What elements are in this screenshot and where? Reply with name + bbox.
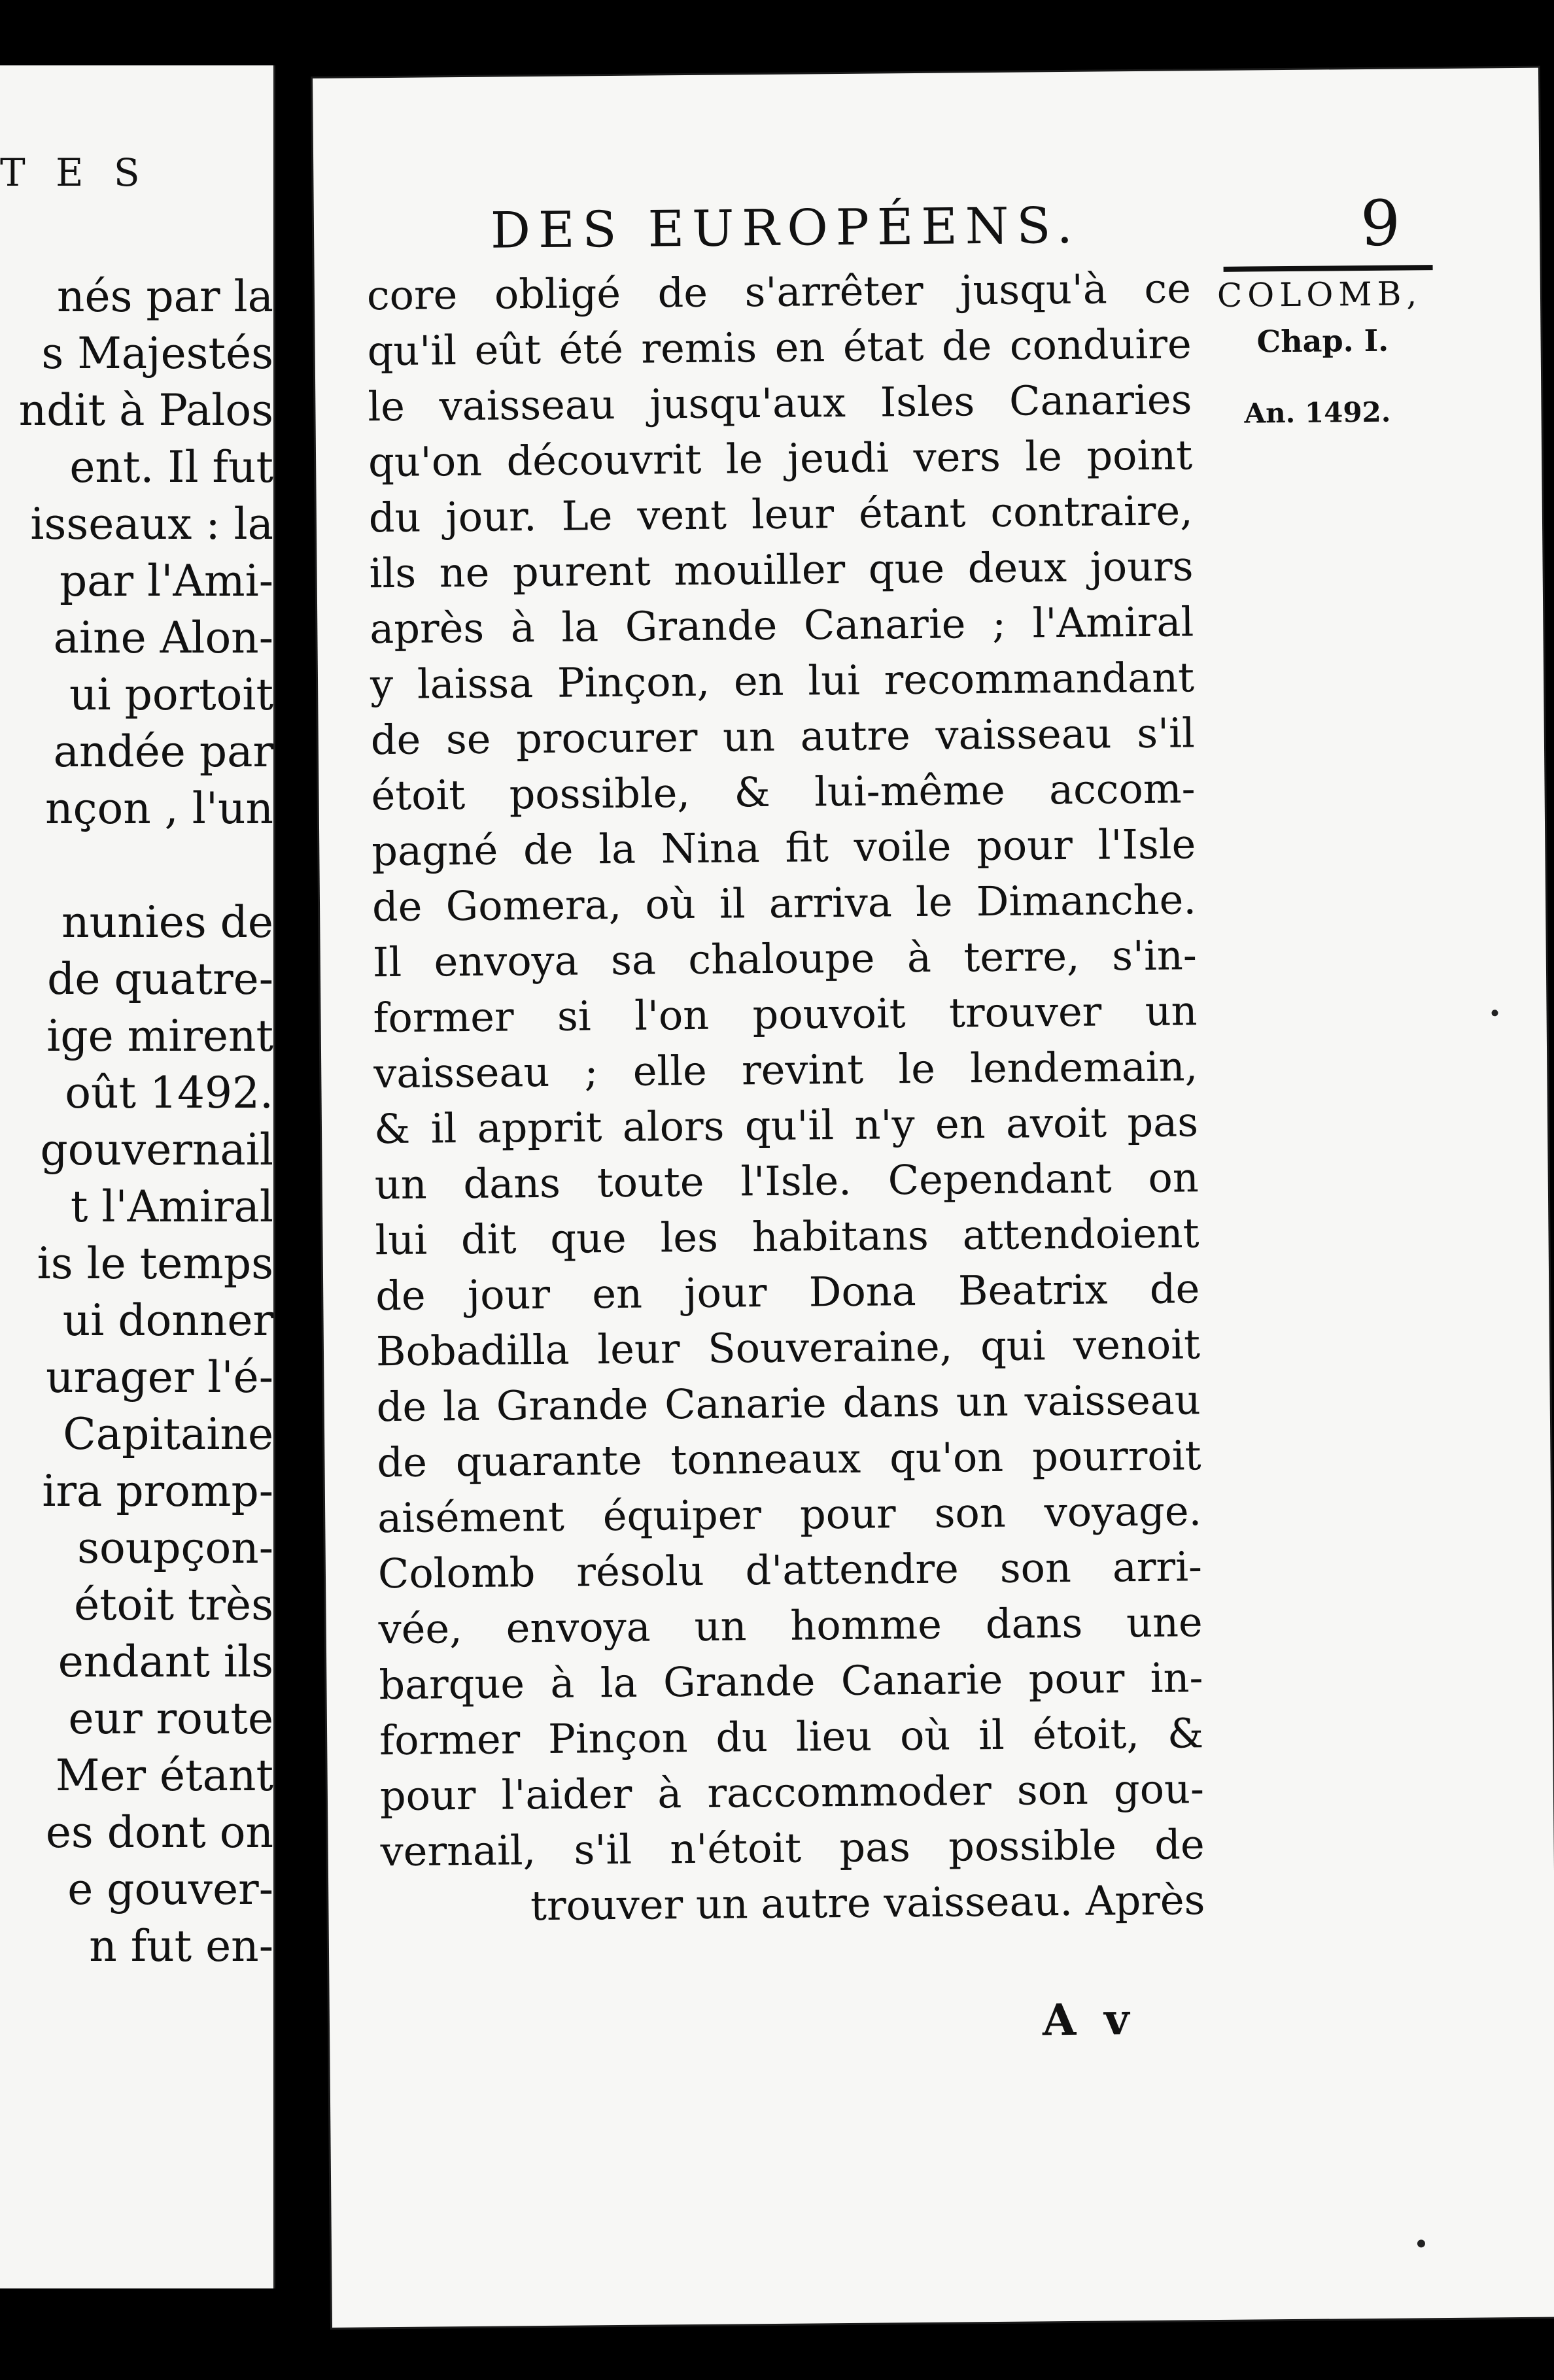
text-line: de se procurer un autre vaisseau s'il [370,709,1196,764]
text-line: former Pinçon du lieu où il étoit, & [379,1709,1204,1765]
left-page-line: gouvernail [40,1125,273,1175]
left-page-running-head: T E S [0,150,149,195]
left-page-line: oût 1492. [65,1068,273,1118]
running-head [490,186,1485,261]
text-line: Bobadilla leur Souveraine, qui venoit [375,1320,1201,1376]
text-line: core obligé de s'arrêter jusqu'à ce [366,264,1192,320]
margin-note-chapter: Chap. I. [1256,322,1389,360]
text-line: pour l'aider à raccommoder son gou- [379,1765,1205,1820]
text-line: de la Grande Canarie dans un vaisseau [376,1376,1201,1431]
margin-note-year: An. 1492. [1244,396,1391,430]
text-line: & il apprit alors qu'il n'y en avoit pas [373,1098,1199,1153]
text-line: former si l'on pouvoit trouver un [373,987,1198,1042]
left-page-line: soupçon- [77,1523,273,1573]
left-page-fragment [0,65,275,2288]
text-line: qu'on découvrit le jeudi vers le point [368,431,1193,486]
left-page-line: nés par la [57,271,273,322]
left-page-line: de quatre- [47,954,273,1004]
text-line: du jour. Le vent leur étant contraire, [368,486,1194,542]
text-line: de Gomera, où il arriva le Dimanche. [371,876,1197,931]
left-page-line: n fut en- [89,1921,273,1971]
left-page-line: is le temps [37,1238,273,1289]
left-page-line: Mer étant [55,1750,273,1801]
text-line: le vaisseau jusqu'aux Isles Canaries [368,375,1192,431]
left-page-line: ndit à Palos [18,385,273,435]
left-page-line: eur route [68,1693,273,1744]
left-page-line [0,837,273,894]
ink-speck [1417,2239,1425,2247]
margin-rule [1224,265,1433,272]
left-page-line: urager l'é- [46,1352,273,1402]
left-page-line: ira promp- [42,1466,273,1516]
text-line: y laissa Pinçon, en lui recommandant [370,653,1195,709]
text-line: de jour en jour Dona Beatrix de [375,1265,1200,1320]
left-page-line: ent. Il fut [69,442,273,492]
text-line: après à la Grande Canarie ; l'Amiral [370,598,1194,653]
left-page-line: es dont on [45,1807,273,1858]
left-page-text [0,268,273,1975]
text-line: barque à la Grande Canarie pour in- [379,1654,1203,1709]
text-line: étoit possible, & lui-même accom- [371,764,1196,820]
text-line: vée, envoya un homme dans une [378,1598,1203,1654]
margin-note-name: COLOMB, [1217,275,1423,314]
left-page-line: t l'Amiral [70,1182,273,1232]
text-line: pagné de la Nina fit voile pour l'Isle [371,820,1196,876]
left-page-line: nçon , l'un [45,783,273,834]
body-text [367,260,1205,1935]
left-page-line: s Majestés [41,328,273,379]
left-page-line: étoit très [74,1580,273,1630]
left-page-line: aine Alon- [53,613,273,663]
page-number: 9 [1360,186,1401,261]
text-line: de quarante tonneaux qu'on pourroit [377,1431,1201,1487]
left-page-line: Capitaine [63,1409,273,1459]
running-head-title: DES EUROPÉENS. [490,196,1081,260]
text-line: aisément équiper pour son voyage. [377,1487,1202,1542]
signature-mark: A v [1042,1994,1136,2046]
left-page-line: ui donner [62,1295,273,1346]
text-line: lui dit que les habitans attendoient [375,1209,1200,1265]
left-page-line: isseaux : la [30,499,273,549]
text-line: Colomb résolu d'attendre son arri- [377,1542,1203,1598]
text-line: Il envoya sa chaloupe à terre, s'in- [372,931,1198,987]
text-line: qu'il eût été remis en état de conduire [367,320,1192,375]
text-line: ils ne purent mouiller que deux jours [369,542,1194,598]
left-page-line: e gouver- [67,1864,273,1914]
left-page-line: andée par [53,726,273,777]
text-line: un dans toute l'Isle. Cependant on [374,1153,1200,1209]
left-page-line: ui portoit [69,670,273,720]
ink-speck [1491,1010,1498,1016]
text-line: vaisseau ; elle revint le lendemain, [373,1042,1198,1098]
book-page [313,68,1554,2328]
text-line: trouver un autre vaisseau. Après [530,1876,1205,1930]
left-page-line: endant ils [58,1637,273,1687]
left-page-line: par l'Ami- [59,556,273,606]
left-page-line: nunies de [61,897,273,947]
left-page-line: ige mirent [46,1011,273,1061]
text-line: vernail, s'il n'étoit pas possible de [380,1820,1205,1876]
